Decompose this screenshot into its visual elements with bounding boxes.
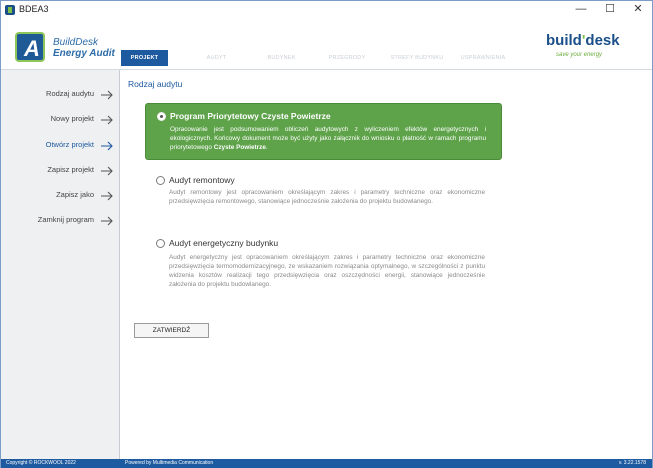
page-title: Rodzaj audytu (128, 79, 183, 89)
arrow-right-icon (100, 90, 114, 100)
radio-audyt-remontowy[interactable] (156, 176, 165, 185)
title-bar (1, 1, 652, 19)
tab-przegrody[interactable]: PRZEGRODY (328, 55, 366, 61)
window-title: BDEA3 (19, 4, 49, 14)
arrow-right-icon (100, 191, 114, 201)
arrow-right-icon (100, 141, 114, 151)
app-header (1, 19, 652, 69)
sidebar-item-label: Zapisz projekt (47, 165, 94, 174)
arrow-right-icon (100, 166, 114, 176)
sidebar-item-label: Zamknij program (37, 215, 94, 224)
sidebar-item-rodzaj-audytu[interactable] (1, 87, 120, 103)
minimize-button[interactable]: — (575, 3, 587, 15)
arrow-right-icon (100, 216, 114, 226)
sidebar-item-label: Rodzaj audytu (46, 89, 94, 98)
sidebar-item-zamknij-program[interactable] (1, 213, 120, 229)
tab-projekt[interactable]: PROJEKT (121, 50, 168, 66)
confirm-button[interactable]: ZATWIERDŹ (134, 323, 209, 338)
brand-tagline: save your energy (556, 52, 603, 58)
tab-strefy-budynku[interactable]: STREFY BUDYNKU (390, 55, 444, 61)
option-description: Audyt energetyczny jest opracowaniem określającym zakres i parametry techniczne oraz ekonomiczne przedsięwzięcia termomodernizacyjnego, ze wskazaniem rozwiązania optymalnego, w szczególności z punktu widzenia kosztów realizacji tego przedsięwzięcia oraz oszczędności energii, stanowiące jednocześnie założenia do projektu budowlanego. (169, 254, 485, 288)
close-button[interactable]: ✕ (633, 3, 643, 15)
option-czyste-powietrze[interactable] (145, 103, 502, 160)
brand-name: build'desk (546, 32, 620, 49)
sidebar-item-label: Otwórz projekt (45, 140, 94, 149)
maximize-button[interactable]: ☐ (605, 3, 615, 15)
radio-czyste-powietrze[interactable] (157, 112, 166, 121)
sidebar-item-label: Zapisz jako (56, 190, 94, 199)
option-audyt-remontowy[interactable] (145, 171, 502, 219)
tab-budynek[interactable]: BUDYNEK (267, 55, 296, 61)
option-title: Program Priorytetowy Czyste Powietrze (170, 111, 331, 121)
option-audyt-energetyczny[interactable] (145, 234, 502, 300)
copyright-text: Copyright © ROCKWOOL 2022 (6, 460, 76, 466)
energy-audit-logo (15, 32, 121, 67)
app-icon (5, 5, 15, 15)
radio-audyt-energetyczny[interactable] (156, 239, 165, 248)
option-title: Audyt remontowy (169, 175, 235, 185)
sidebar-item-zapisz-projekt[interactable] (1, 163, 120, 179)
tab-usprawnienia[interactable]: USPRAWNIENIA (460, 55, 506, 61)
logo-line-1: BuildDesk (53, 37, 99, 48)
sidebar-item-zapisz-jako[interactable] (1, 188, 120, 204)
logo-badge-icon: A (15, 32, 45, 62)
sidebar-item-otworz-projekt[interactable] (1, 138, 120, 154)
option-title: Audyt energetyczny budynku (169, 238, 279, 248)
option-description: Opracowanie jest podsumowaniem obliczeń audytowych z wyliczeniem efektów energetycznych i ekologicznych. Końcowy dokument może być użyty jako załącznik do wniosku o płatność w ramach programu priorytetowego Czyste Powietrze. (170, 126, 486, 151)
sidebar (1, 70, 120, 459)
arrow-right-icon (100, 115, 114, 125)
sidebar-item-nowy-projekt[interactable] (1, 112, 120, 128)
status-footer (1, 459, 652, 468)
version-text: v. 3.22.1578 (618, 460, 646, 466)
tab-audyt[interactable]: AUDYT (206, 55, 227, 61)
sidebar-item-label: Nowy projekt (50, 114, 94, 123)
option-description: Audyt remontowy jest opracowaniem określającym zakres i parametry techniczne oraz ekonomiczne przedsięwzięcia remontowego, stanowiące jednocześnie założenia do projektu budowlanego. (169, 189, 485, 205)
powered-by-text: Powered by Multimedia Communication (125, 460, 214, 466)
builddesk-brand-logo (546, 32, 636, 64)
main-content (121, 70, 652, 459)
logo-line-2: Energy Audit (53, 48, 115, 59)
